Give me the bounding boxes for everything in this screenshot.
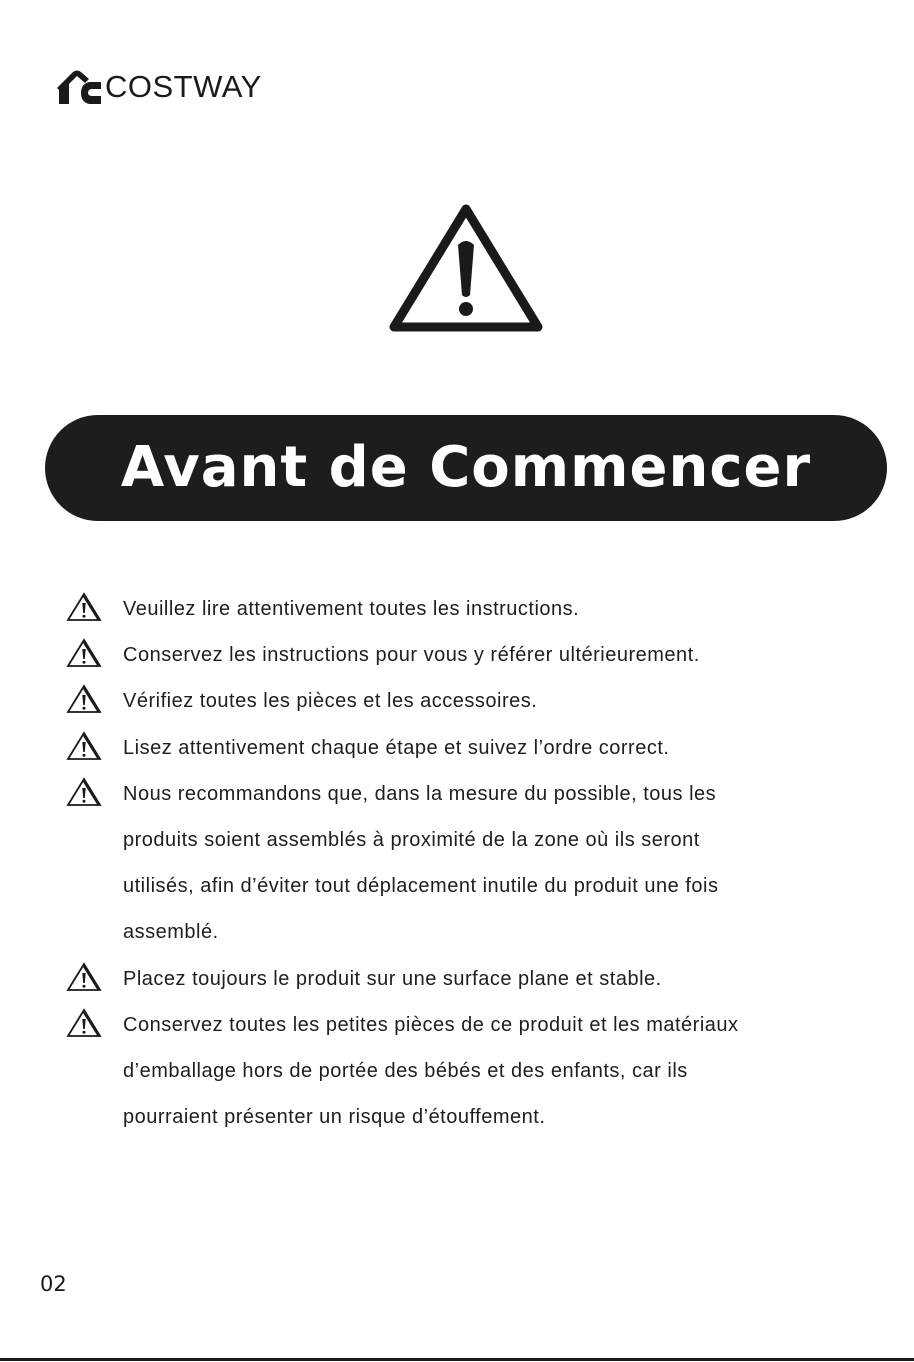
bottom-rule	[0, 1358, 914, 1361]
list-item-text: assemblé.	[123, 921, 219, 944]
brand-name: COSTWAY	[105, 68, 262, 104]
warning-triangle-icon	[66, 638, 102, 668]
list-item-text: Vérifiez toutes les pièces et les accessoires.	[123, 690, 538, 713]
warning-triangle-icon	[66, 777, 102, 807]
list-item-text: Nous recommandons que, dans la mesure du possible, tous les	[123, 782, 717, 805]
warning-triangle-icon	[66, 1008, 102, 1038]
page-number: 02	[40, 1272, 67, 1296]
house-logo-icon	[55, 66, 103, 106]
list-item-text: Conservez toutes les petites pièces de ce produit et les matériaux	[123, 1013, 739, 1036]
brand-logo	[55, 64, 262, 108]
list-item-text: Veuillez lire attentivement toutes les instructions.	[123, 598, 580, 620]
list-item-text: d’emballage hors de portée des bébés et des enfants, car ils	[123, 1060, 688, 1082]
warning-triangle-icon	[66, 684, 102, 714]
list-item-text: Conservez les instructions pour vous y référer ultérieurement.	[123, 644, 700, 667]
warning-triangle-icon	[66, 592, 102, 622]
list-item-text: pourraient présenter un risque d’étouffement.	[123, 1106, 546, 1129]
list-item-text: Placez toujours le produit sur une surface plane et stable.	[123, 967, 662, 990]
list-item-text: Lisez attentivement chaque étape et suivez l’ordre correct.	[123, 736, 670, 759]
warning-triangle-icon	[388, 203, 544, 333]
page-title: Avant de Commencer	[120, 435, 812, 500]
section-banner	[45, 415, 887, 521]
warning-triangle-icon	[66, 962, 102, 992]
warning-triangle-icon	[66, 731, 102, 761]
list-item-text: produits soient assemblés à proximité de la zone où ils seront	[123, 829, 700, 851]
list-item-text: utilisés, afin d’éviter tout déplacement inutile du produit une fois	[123, 875, 719, 898]
